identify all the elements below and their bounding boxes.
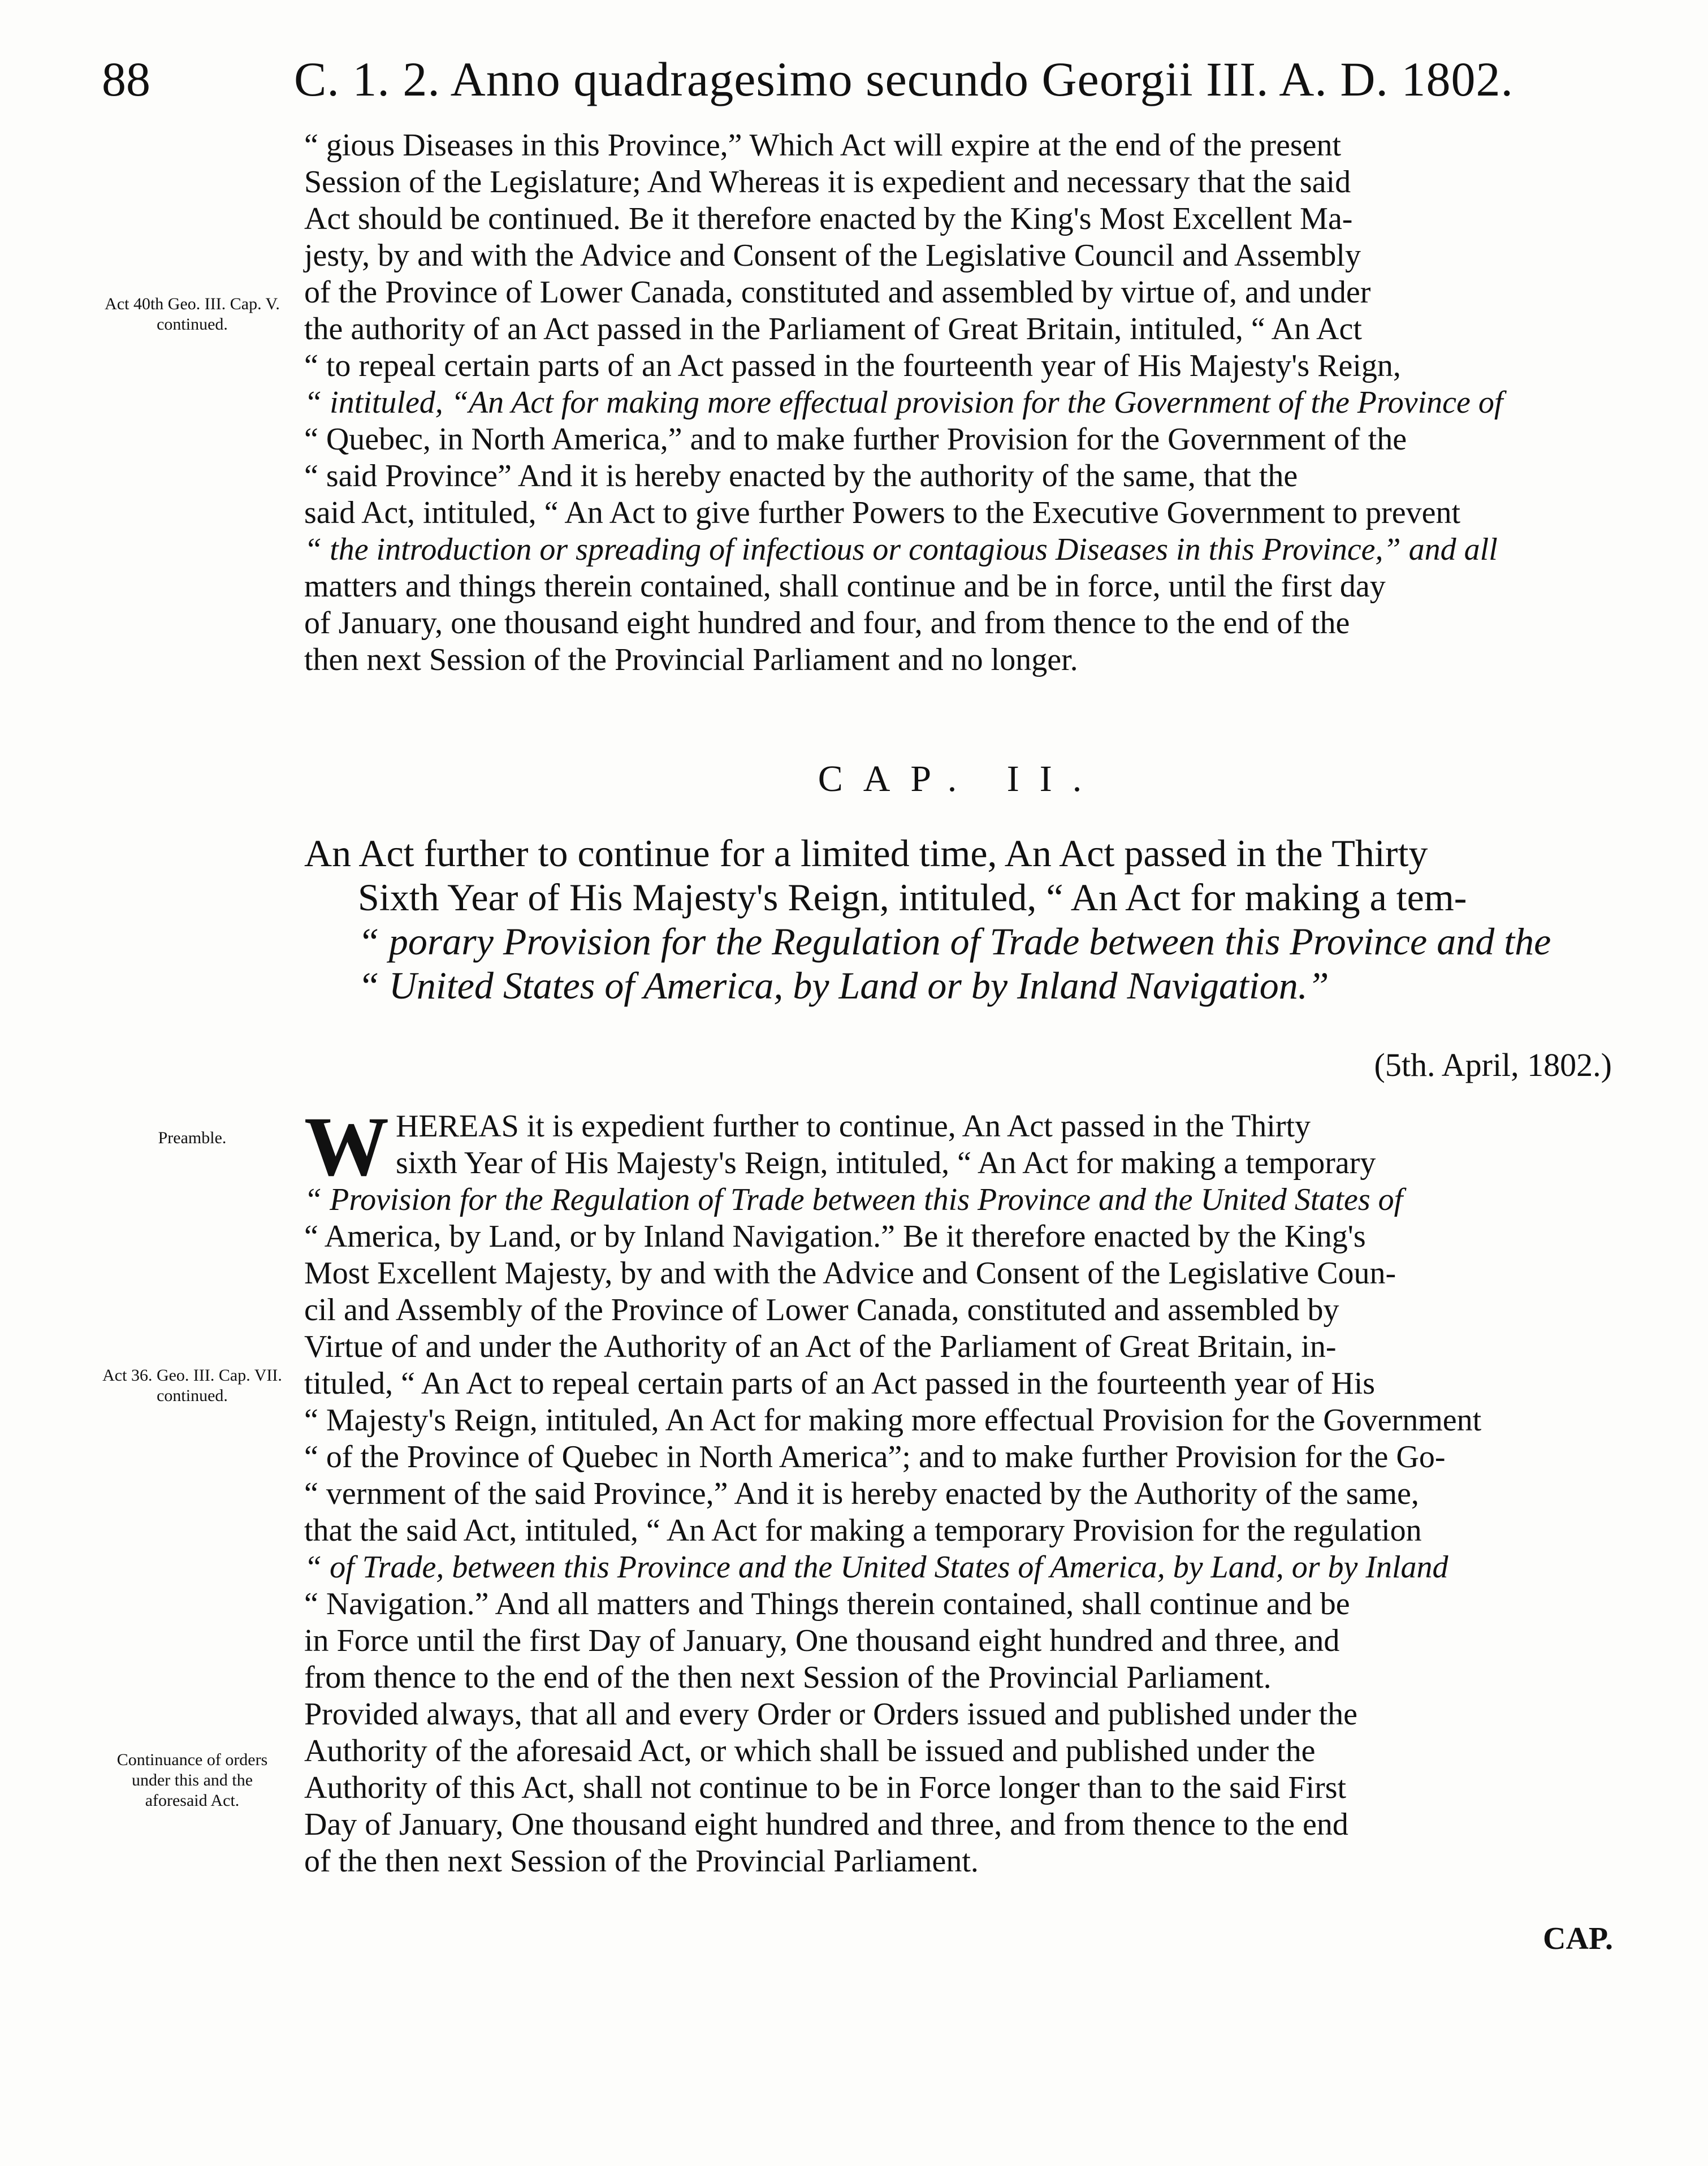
- text-line: Authority of this Act, shall not continue to be in Force longer than to the said First: [304, 1770, 1347, 1805]
- running-head: C. 1. 2. Anno quadragesimo secundo Georgii III. A. D. 1802.: [294, 52, 1514, 106]
- text-line: Session of the Legislature; And Whereas it is expedient and necessary that the said: [304, 165, 1351, 200]
- continuation-paragraph: [304, 127, 1616, 678]
- text-line: “ America, by Land, or by Inland Navigation.” Be it therefore enacted by the King's: [304, 1219, 1366, 1254]
- text-line: the authority of an Act passed in the Parliament of Great Britain, intituled, “ An Act: [304, 312, 1362, 347]
- text-line: Virtue of and under the Authority of an Act of the Parliament of Great Britain, in-: [304, 1329, 1337, 1364]
- text-line: HEREAS it is expedient further to continue, An Act passed in the Thirty: [396, 1109, 1311, 1144]
- text-line: Day of January, One thousand eight hundred and three, and from thence to the end: [304, 1807, 1348, 1842]
- text-line: then next Session of the Provincial Parliament and no longer.: [304, 642, 1078, 677]
- text-line: “ gious Diseases in this Province,” Which Act will expire at the end of the present: [304, 128, 1342, 163]
- text-line: tituled, “ An Act to repeal certain parts of an Act passed in the fourteenth year of His: [304, 1366, 1376, 1401]
- text-line: “ Provision for the Regulation of Trade between this Province and the United States of: [304, 1182, 1403, 1217]
- title-line: An Act further to continue for a limited time, An Act passed in the Thirty: [304, 832, 1428, 875]
- text-line: “ to repeal certain parts of an Act passed in the fourteenth year of His Majesty's Reign,: [304, 348, 1401, 383]
- cap-one-continuation: [304, 127, 1616, 678]
- act-date: (5th. April, 1802.): [1374, 1047, 1612, 1083]
- text-line: “ said Province” And it is hereby enacted by the authority of the same, that the: [304, 459, 1298, 494]
- text-line: “ vernment of the said Province,” And it is hereby enacted by the Authority of the same,: [304, 1476, 1419, 1511]
- title-line: “ porary Provision for the Regulation of Trade between this Province and the: [358, 920, 1551, 963]
- chapter-heading: CAP. II.: [818, 758, 1102, 799]
- text-line: Act should be continued. Be it therefore enacted by the King's Most Excellent Ma-: [304, 201, 1353, 236]
- text-line: “ of the Province of Quebec in North America”; and to make further Provision for the Go-: [304, 1439, 1446, 1475]
- text-line: “ Majesty's Reign, intituled, An Act for making more effectual Provision for the Government: [304, 1403, 1482, 1438]
- text-line: cil and Assembly of the Province of Lower Canada, constituted and assembled by: [304, 1292, 1339, 1328]
- text-line: said Act, intituled, “ An Act to give further Powers to the Executive Government to prevent: [304, 495, 1461, 530]
- text-line: Provided always, that all and every Order or Orders issued and published under the: [304, 1697, 1358, 1732]
- text-line: “ Navigation.” And all matters and Things therein contained, shall continue and be: [304, 1586, 1350, 1622]
- margin-note: Continuance of orders under this and the aforesaid Act.: [116, 1750, 268, 1810]
- page-header: [102, 51, 1617, 119]
- text-line: sixth Year of His Majesty's Reign, intituled, “ An Act for making a temporary: [396, 1145, 1376, 1181]
- title-line: “ United States of America, by Land or by Inland Navigation.”: [358, 964, 1329, 1007]
- text-line: Most Excellent Majesty, by and with the Advice and Consent of the Legislative Coun-: [304, 1256, 1396, 1291]
- text-line: “ the introduction or spreading of infectious or contagious Diseases in this Province,” and all: [304, 532, 1498, 567]
- text-line: from thence to the end of the then next Session of the Provincial Parliament.: [304, 1660, 1272, 1695]
- act-title: [304, 831, 1616, 1008]
- text-line: jesty, by and with the Advice and Consent of the Legislative Council and Assembly: [304, 238, 1361, 273]
- text-line: that the said Act, intituled, “ An Act for making a temporary Provision for the regulation: [304, 1513, 1422, 1548]
- drop-cap: W: [304, 1100, 389, 1194]
- text-line: of the Province of Lower Canada, constituted and assembled by virtue of, and under: [304, 275, 1371, 310]
- text-line: of the then next Session of the Provincial Parliament.: [304, 1844, 979, 1879]
- title-line: Sixth Year of His Majesty's Reign, intituled, “ An Act for making a tem-: [358, 876, 1467, 919]
- margin-note: Act 36. Geo. III. Cap. VII. continued.: [102, 1366, 282, 1405]
- text-line: “ Quebec, in North America,” and to make further Provision for the Government of the: [304, 422, 1407, 457]
- page-number: 88: [102, 52, 150, 106]
- text-line: of January, one thousand eight hundred and four, and from thence to the end of the: [304, 606, 1350, 641]
- margin-note: Preamble.: [158, 1129, 227, 1147]
- body-paragraph: [304, 1100, 1616, 1880]
- text-line: “ of Trade, between this Province and the United States of America, by Land, or by Inland: [304, 1550, 1448, 1585]
- text-line: matters and things therein contained, shall continue and be in force, until the first day: [304, 569, 1386, 604]
- text-line: in Force until the first Day of January, One thousand eight hundred and three, and: [304, 1623, 1340, 1658]
- catchword: CAP.: [1543, 1921, 1613, 1956]
- cap-two-body: [304, 1100, 1616, 1880]
- text-line: “ intituled, “An Act for making more effectual provision for the Government of the Province of: [304, 385, 1503, 420]
- margin-note: Act 40th Geo. III. Cap. V. continued.: [105, 295, 280, 334]
- text-line: Authority of the aforesaid Act, or which shall be issued and published under the: [304, 1733, 1316, 1769]
